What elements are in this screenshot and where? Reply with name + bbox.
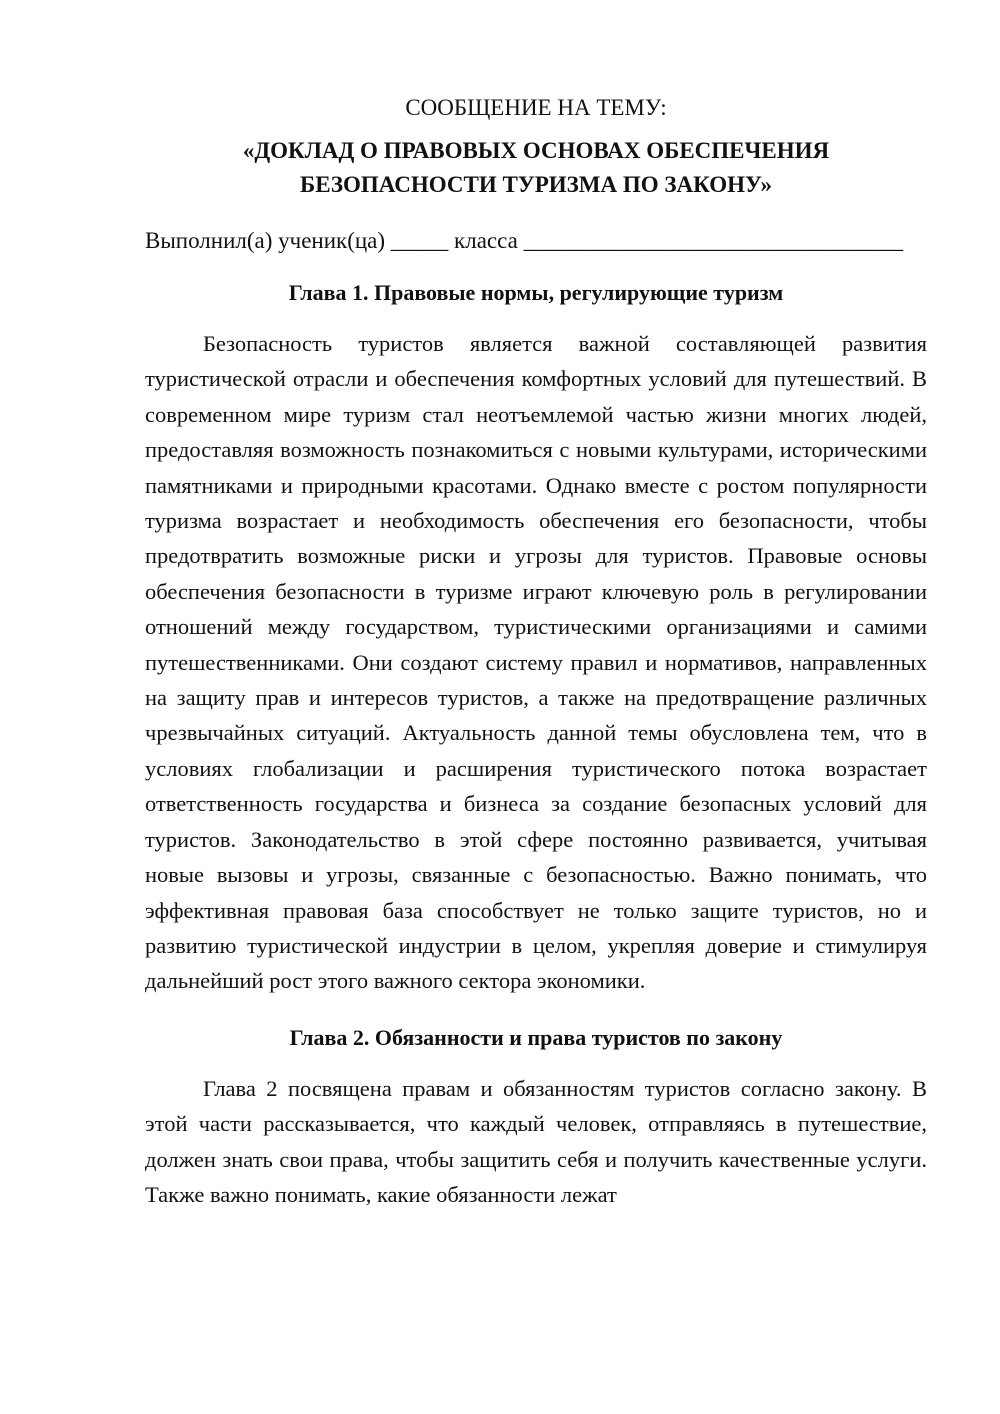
- document-title: [145, 134, 927, 202]
- chapter-2-paragraph: Глава 2 посвящена правам и обязанностям туристов согласно закону. В этой части рассказывается, что каждый человек, отправляясь в путешествие, должен знать свои права, чтобы защитить себя и получить качественные услуги. Также важно понимать, какие обязанности лежат: [145, 1075, 927, 1207]
- title-line-1: «ДОКЛАД О ПРАВОВЫХ ОСНОВАХ ОБЕСПЕЧЕНИЯ: [242, 138, 830, 163]
- chapter-2-heading: Глава 2. Обязанности и права туристов по закону: [289, 1024, 783, 1050]
- document-page: [145, 92, 927, 1212]
- document-header: СООБЩЕНИЕ НА ТЕМУ:: [405, 95, 667, 120]
- chapter-1-paragraph: Безопасность туристов является важной составляющей развития туристической отрасли и обеспечения комфортных условий для путешествий. В современном мире туризм стал неотъемлемой частью жизни многих людей, предоставляя возможность познакомиться с новыми культурами, историческими памятниками и природными красотами. Однако вместе с ростом популярности туризма возрастает и необходимость обеспечения его безопасности, чтобы предотвратить возможные риски и угрозы для туристов. Правовые основы обеспечения безопасности в туризме играют ключевую роль в регулировании отношений между государством, туристическими организациями и самими путешественниками. Они создают систему правил и нормативов, направленных на защиту прав и интересов туристов, а также на предотвращение различных чрезвычайных ситуаций. Актуальность данной темы обусловлена тем, что в условиях глобализации и расширения туристического потока возрастает ответственность государства и бизнеса за создание безопасных условий для туристов. Законодательство в этой сфере постоянно развивается, учитывая новые вызовы и угрозы, связанные с безопасностью. Важно понимать, что эффективная правовая база способствует не только защите туристов, но и развитию туристической индустрии в целом, укрепляя доверие и стимулируя дальнейший рост этого важного сектора экономики.: [145, 331, 927, 994]
- title-line-2: БЕЗОПАСНОСТИ ТУРИЗМА ПО ЗАКОНУ»: [300, 172, 772, 197]
- chapter-1-heading: Глава 1. Правовые нормы, регулирующие туризм: [288, 280, 784, 305]
- author-line: Выполнил(а) ученик(ца) _____ класса _________________________________: [145, 228, 904, 253]
